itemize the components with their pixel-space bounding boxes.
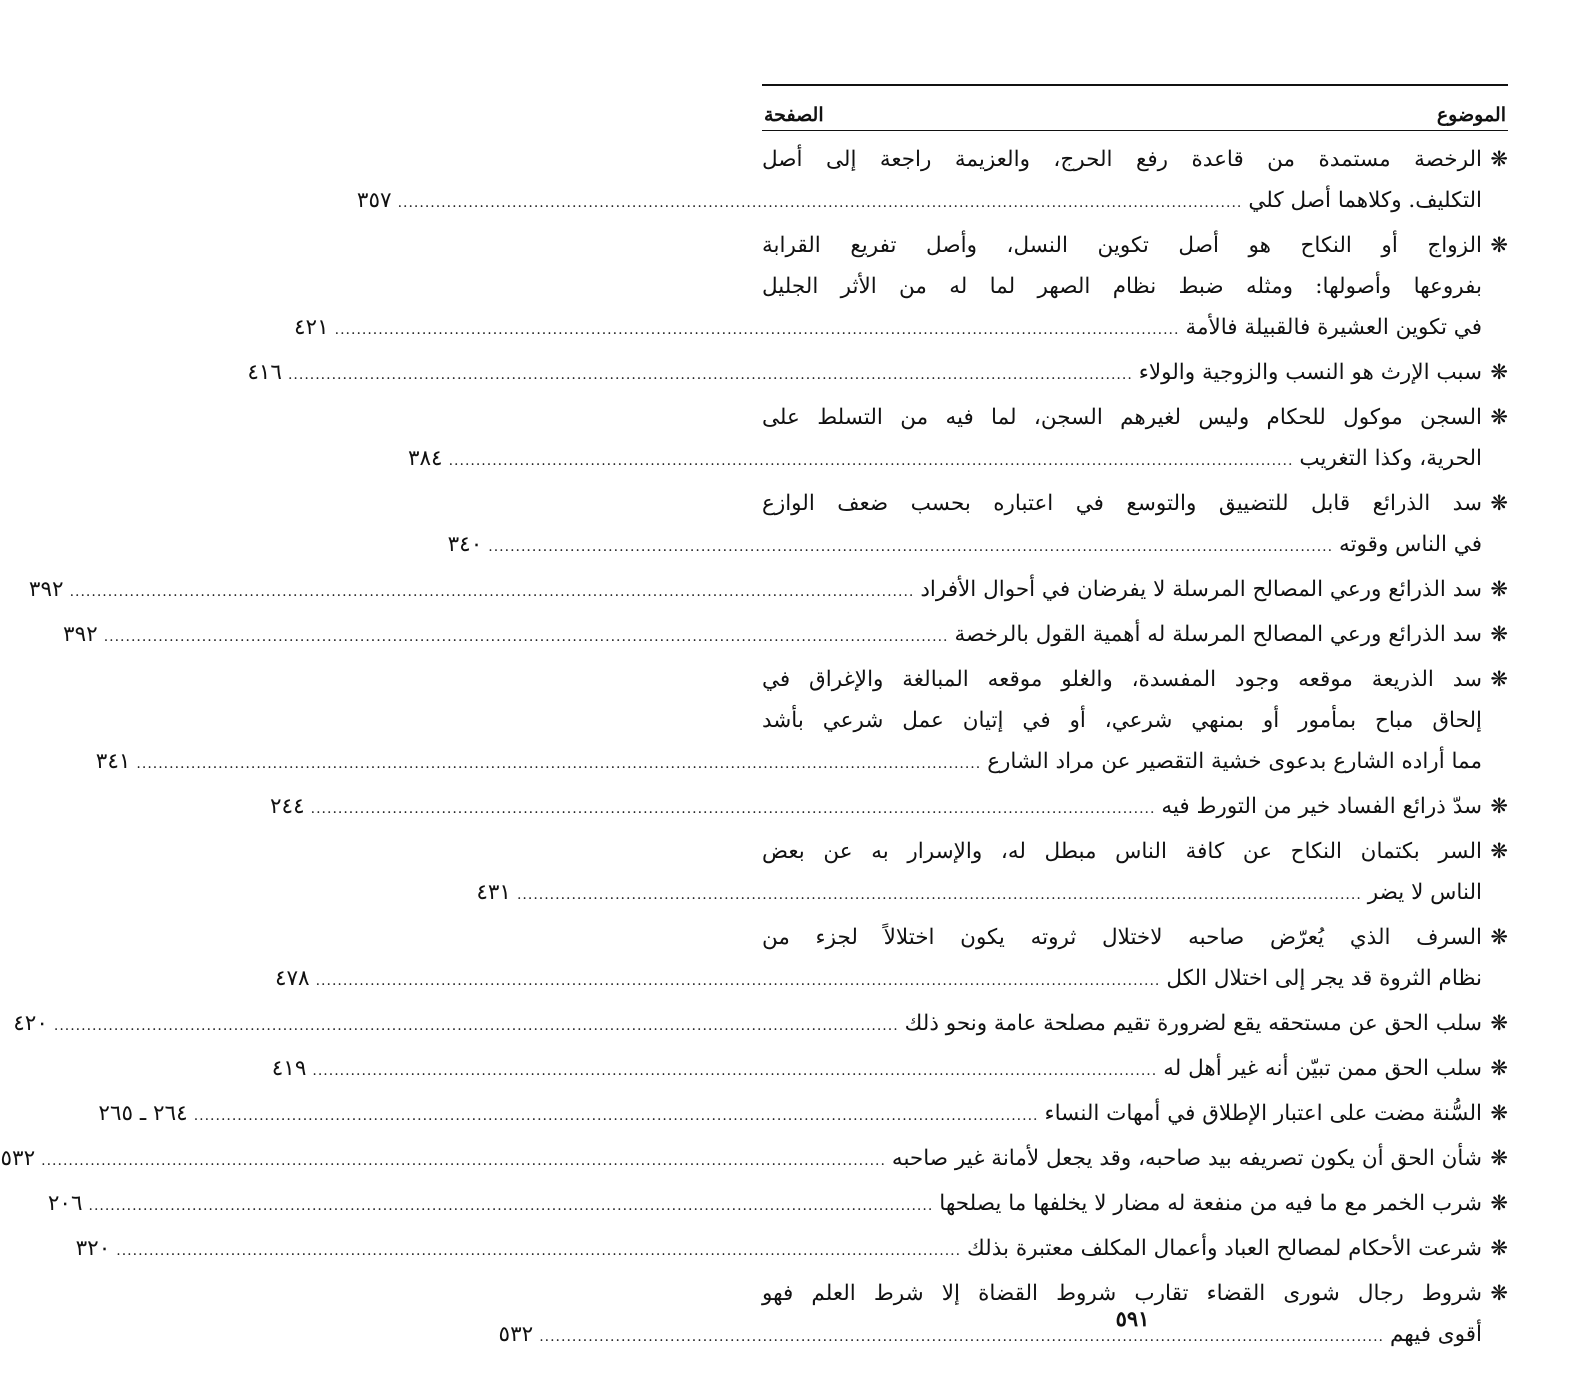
index-entry	[28, 569, 1508, 613]
entry-line: الرخصة مستمدة من قاعدة رفع الحرج، والعزيمة راجعة إلى أصل	[762, 147, 1482, 172]
entry-text	[294, 225, 1482, 351]
index-entry	[356, 139, 1508, 224]
entry-last-line	[274, 958, 1482, 1002]
entry-text	[247, 352, 1482, 396]
entry-text	[269, 786, 1482, 830]
entry-text	[75, 1228, 1482, 1272]
entry-last-text: أقوى فيهم	[1389, 1322, 1482, 1347]
entry-last-text: الحرية، وكذا التغريب	[1299, 446, 1482, 471]
leader-dots: ...........................................................................................................................................................	[397, 195, 1243, 211]
entry-last-text: في تكوين العشيرة فالقبيلة فالأمة	[1185, 315, 1482, 340]
index-entry	[247, 352, 1508, 396]
entry-last-line	[271, 1048, 1482, 1092]
entry-page-number: ٢٦٤ ـ ٢٦٥	[98, 1101, 188, 1126]
entry-last-text: الناس لا يضر	[1367, 880, 1482, 905]
bullet-star-icon: ❋	[1490, 1191, 1508, 1215]
leader-dots: ...........................................................................................................................................................	[448, 453, 1294, 469]
entry-last-text: سدّ ذرائع الفساد خير من التورط فيه	[1161, 794, 1482, 819]
topic-column-label: الموضوع	[1436, 104, 1506, 126]
entry-text	[28, 569, 1482, 613]
entry-page-number: ٥٣٢	[0, 1146, 36, 1171]
bullet-star-icon: ❋	[1490, 1101, 1508, 1125]
entry-last-text: سد الذرائع ورعي المصالح المرسلة لا يفرضان في أحوال الأفراد	[920, 577, 1482, 602]
leader-dots: ...........................................................................................................................................................	[310, 801, 1156, 817]
index-entry	[98, 1093, 1508, 1137]
index-entry	[47, 1183, 1508, 1227]
bullet-star-icon: ❋	[1490, 794, 1508, 818]
entry-page-number: ٣٤٠	[447, 532, 483, 557]
leader-dots: ...........................................................................................................................................................	[53, 1018, 899, 1034]
entry-last-line	[447, 524, 1482, 568]
index-entry	[0, 1138, 1508, 1182]
entry-page-number: ٢٠٦	[47, 1191, 83, 1216]
entry-last-text: سلب الحق عن مستحقه يقع لضرورة تقيم مصلحة عامة ونحو ذلك	[904, 1011, 1482, 1036]
entry-page-number: ٣٩٢	[63, 622, 98, 647]
leader-dots: ...........................................................................................................................................................	[69, 584, 915, 600]
entry-text	[98, 1093, 1482, 1137]
entry-last-line	[47, 1183, 1482, 1227]
entry-last-line	[98, 1093, 1482, 1137]
bullet-star-icon: ❋	[1490, 1146, 1508, 1170]
entry-last-line	[269, 786, 1482, 830]
entry-line: الزواج أو النكاح هو أصل تكوين النسل، وأصل تفريع القرابة	[762, 233, 1482, 258]
entry-last-text: سبب الإرث هو النسب والزوجية والولاء	[1138, 360, 1482, 385]
bullet-star-icon: ❋	[1490, 405, 1508, 429]
entry-text	[271, 1048, 1482, 1092]
entry-text	[13, 1003, 1482, 1047]
leader-dots: ...........................................................................................................................................................	[103, 629, 949, 645]
leader-dots: ...........................................................................................................................................................	[136, 756, 982, 772]
entry-last-line	[356, 180, 1482, 224]
bullet-star-icon: ❋	[1490, 1011, 1508, 1035]
bullet-star-icon: ❋	[1490, 1056, 1508, 1080]
bullet-star-icon: ❋	[1490, 925, 1508, 949]
leader-dots: ...........................................................................................................................................................	[287, 367, 1133, 383]
entry-page-number: ٣٩٢	[28, 577, 64, 602]
entry-last-line	[407, 438, 1482, 482]
leader-dots: ...........................................................................................................................................................	[88, 1198, 934, 1214]
entry-last-text: شأن الحق أن يكون تصريفه بيد صاحبه، وقد يجعل لأمانة غير صاحبه	[891, 1146, 1482, 1171]
index-entry	[269, 786, 1508, 830]
entry-text	[476, 831, 1482, 916]
entry-page-number: ٤١٦	[247, 360, 282, 385]
entry-last-text: سلب الحق ممن تبيّن أنه غير أهل له	[1163, 1056, 1482, 1081]
bullet-star-icon: ❋	[1490, 622, 1508, 646]
index-entry	[274, 917, 1508, 1002]
bullet-star-icon: ❋	[1490, 147, 1508, 171]
index-header	[762, 86, 1508, 126]
index-entries	[0, 139, 1508, 1358]
entry-page-number: ٤٣١	[476, 880, 511, 905]
index-page	[0, 84, 1508, 1359]
entry-last-line	[75, 1228, 1482, 1272]
entry-page-number: ٣٨٤	[407, 446, 443, 471]
entry-last-line	[63, 614, 1482, 658]
index-entry	[407, 397, 1508, 482]
entry-page-number: ٣٤١	[95, 749, 131, 774]
bullet-star-icon: ❋	[1490, 491, 1508, 515]
entry-last-text: في الناس وقوته	[1339, 532, 1482, 557]
entry-text	[47, 1183, 1482, 1227]
entry-page-number: ٤١٩	[271, 1056, 307, 1081]
entry-last-line	[0, 1138, 1482, 1182]
index-entry	[447, 483, 1508, 568]
entry-last-line	[476, 872, 1482, 916]
entry-last-text: التكليف. وكلاهما أصل كلي	[1248, 188, 1482, 213]
entry-text	[407, 397, 1482, 482]
entry-last-text: نظام الثروة قد يجر إلى اختلال الكل	[1166, 966, 1482, 991]
entry-line: سد الذرائع قابل للتضييق والتوسع في اعتباره بحسب ضعف الوازع	[762, 491, 1482, 516]
entry-text	[356, 139, 1482, 224]
entry-page-number: ٢٤٤	[269, 794, 305, 819]
entry-line: السجن موكول للحكام وليس لغيرهم السجن، لما فيه من التسلط على	[762, 405, 1482, 430]
entry-last-line	[28, 569, 1482, 613]
bullet-star-icon: ❋	[1490, 1236, 1508, 1260]
entry-text	[0, 1138, 1482, 1182]
leader-dots: ...........................................................................................................................................................	[312, 1063, 1158, 1079]
entry-text	[274, 917, 1482, 1002]
entry-last-text: سد الذرائع ورعي المصالح المرسلة له أهمية القول بالرخصة	[954, 622, 1482, 647]
leader-dots: ...........................................................................................................................................................	[116, 1243, 962, 1259]
entry-last-line	[13, 1003, 1482, 1047]
leader-dots: ...........................................................................................................................................................	[516, 887, 1362, 903]
entry-last-text: شرعت الأحكام لمصالح العباد وأعمال المكلف معتبرة بذلك	[967, 1236, 1482, 1261]
entry-text	[63, 614, 1482, 658]
entry-page-number: ٣٢٠	[75, 1236, 111, 1261]
bullet-star-icon: ❋	[1490, 233, 1508, 257]
leader-dots: ...........................................................................................................................................................	[334, 322, 1180, 338]
entry-text	[95, 659, 1482, 785]
leader-dots: ...........................................................................................................................................................	[315, 973, 1161, 989]
entry-last-line	[247, 352, 1482, 396]
entry-last-line	[95, 741, 1482, 785]
page-number: ٥٩١	[1115, 1306, 1150, 1331]
header-rule	[762, 130, 1508, 131]
leader-dots: ...........................................................................................................................................................	[488, 539, 1334, 555]
index-entry	[294, 225, 1508, 351]
entry-last-text: مما أراده الشارع بدعوى خشية التقصير عن مراد الشارع	[987, 749, 1482, 774]
entry-line: السرف الذي يُعرّض صاحبه لاختلال ثروته يكون اختلالاً لجزء من	[762, 925, 1482, 950]
entry-line: بفروعها وأصولها: ومثله ضبط نظام الصهر لما له من الأثر الجليل	[762, 274, 1482, 299]
leader-dots: ...........................................................................................................................................................	[41, 1153, 886, 1169]
entry-text	[447, 483, 1482, 568]
index-entry	[271, 1048, 1508, 1092]
leader-dots: ...........................................................................................................................................................	[193, 1108, 1039, 1124]
index-entry	[13, 1003, 1508, 1047]
entry-last-text: السُّنة مضت على اعتبار الإطلاق في أمهات النساء	[1044, 1101, 1482, 1126]
bullet-star-icon: ❋	[1490, 577, 1508, 601]
index-entry	[63, 614, 1508, 658]
entry-page-number: ٤٢١	[294, 315, 329, 340]
index-entry	[75, 1228, 1508, 1272]
entry-last-text: شرب الخمر مع ما فيه من منفعة له مضار لا يخلفها ما يصلحها	[939, 1191, 1482, 1216]
bullet-star-icon: ❋	[1490, 839, 1508, 863]
bullet-star-icon: ❋	[1490, 1281, 1508, 1305]
entry-page-number: ٣٥٧	[356, 188, 392, 213]
bullet-star-icon: ❋	[1490, 360, 1508, 384]
entry-line: شروط رجال شورى القضاء تقارب شروط القضاة إلا شرط العلم فهو	[762, 1281, 1482, 1306]
leader-dots: ...........................................................................................................................................................	[539, 1329, 1384, 1345]
page-column-label: الصفحة	[764, 104, 824, 126]
entry-line: إلحاق مباح بمأمور أو بمنهي شرعي، أو في إتيان عمل شرعي بأشد	[762, 708, 1482, 733]
entry-page-number: ٤٢٠	[13, 1011, 48, 1036]
entry-last-line	[294, 307, 1482, 351]
entry-page-number: ٤٧٨	[274, 966, 310, 991]
index-entry	[476, 831, 1508, 916]
entry-line: السر بكتمان النكاح عن كافة الناس مبطل له، والإسرار به عن بعض	[762, 839, 1482, 864]
entry-page-number: ٥٣٢	[498, 1322, 534, 1347]
bullet-star-icon: ❋	[1490, 667, 1508, 691]
index-entry	[95, 659, 1508, 785]
entry-line: سد الذريعة موقعه وجود المفسدة، والغلو موقعه المبالغة والإغراق في	[762, 667, 1482, 692]
